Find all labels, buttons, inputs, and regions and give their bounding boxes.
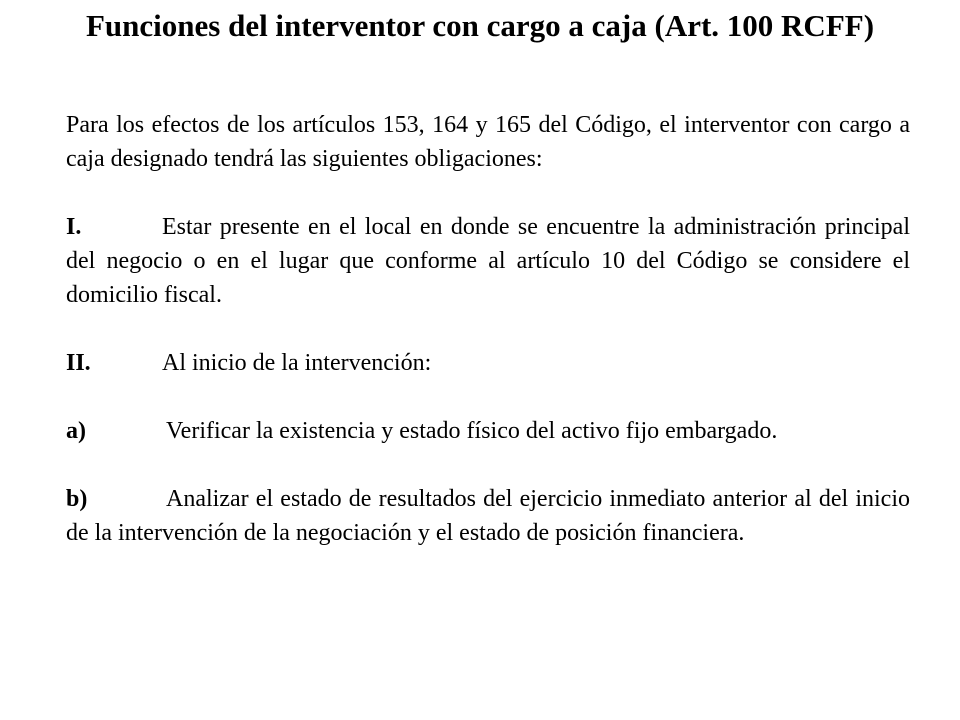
item-i: [66, 210, 910, 312]
slide-body: [66, 108, 910, 550]
item-a: [66, 414, 910, 448]
slide-title: Funciones del interventor con cargo a caja (Art. 100 RCFF): [85, 8, 875, 43]
item-i-marker: I.: [66, 214, 82, 240]
item-a-marker: a): [66, 418, 86, 444]
item-ii-text: Al inicio de la intervención:: [162, 350, 432, 376]
item-b: [66, 482, 910, 550]
item-a-text: Verificar la existencia y estado físico del activo fijo embargado.: [166, 418, 778, 444]
item-ii: [66, 346, 910, 380]
item-b-text: Analizar el estado de resultados del ejercicio inmediato anterior al del inicio de la intervención de la negociación y el estado de posición financiera.: [66, 486, 910, 546]
item-i-text: Estar presente en el local en donde se encuentre la administración principal del negocio o en el lugar que conforme al artículo 10 del Código se considere el domicilio fiscal.: [66, 214, 910, 308]
item-b-marker: b): [66, 486, 88, 512]
item-ii-marker: II.: [66, 350, 91, 376]
intro-paragraph: Para los efectos de los artículos 153, 164 y 165 del Código, el interventor con cargo a caja designado tendrá las siguientes obligaciones:: [66, 112, 910, 172]
